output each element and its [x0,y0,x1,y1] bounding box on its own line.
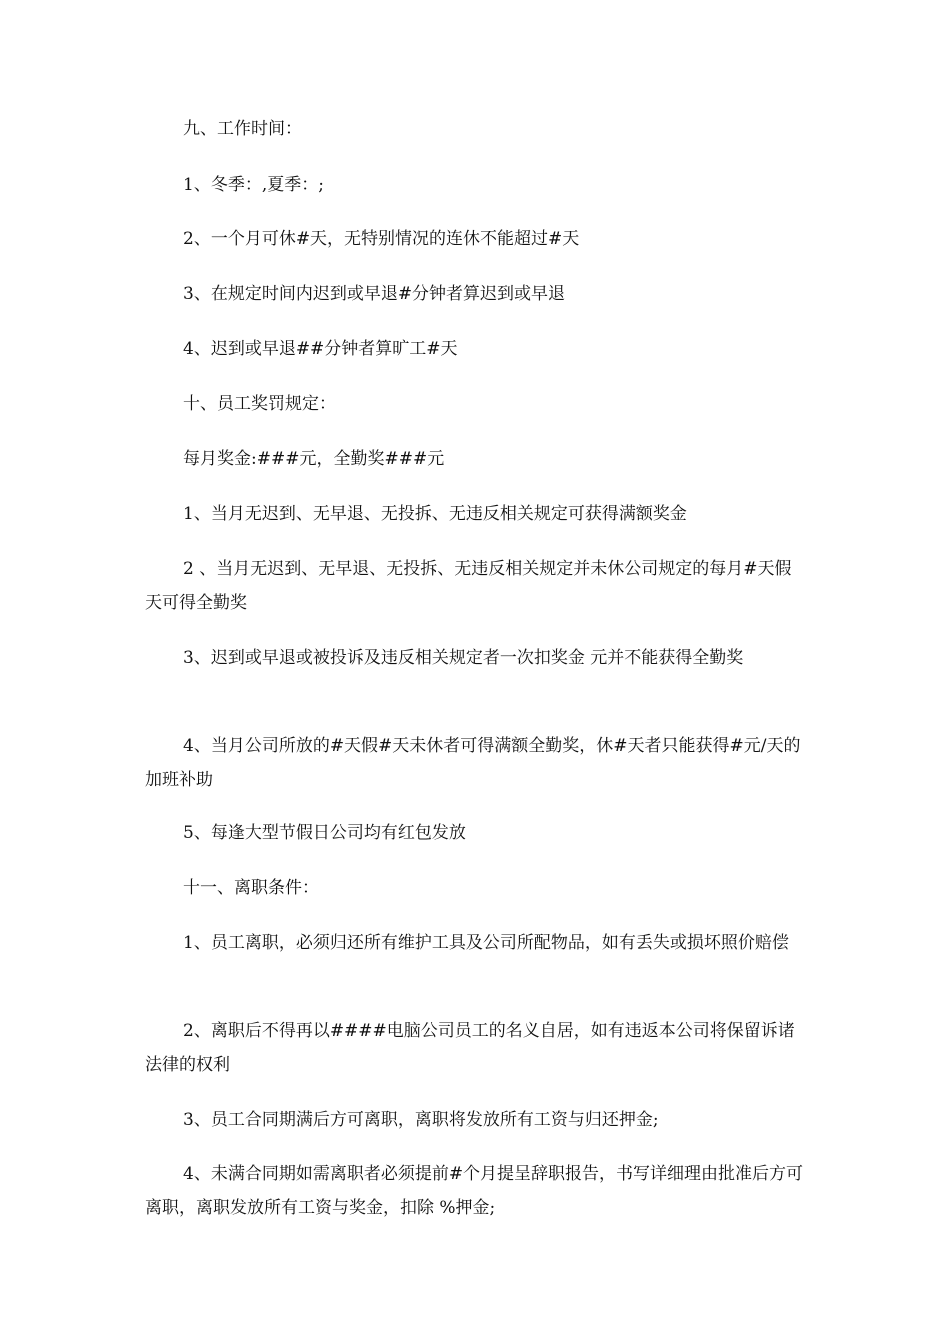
paragraph: 每月奖金:###元，全勤奖###元 [183,449,445,469]
paragraph: 5、每逢大型节假日公司均有红包发放 [183,823,466,843]
paragraph: 3、在规定时间内迟到或早退#分钟者算迟到或早退 [183,284,566,304]
paragraph: 3、迟到或早退或被投诉及违反相关规定者一次扣奖金 元并不能获得全勤奖 [183,648,744,668]
section-heading-resignation: 十一、离职条件： [183,878,319,898]
paragraph: 2、一个月可休#天，无特别情况的连休不能超过#天 [183,229,580,249]
paragraph: 2、离职后不得再以####电脑公司员工的名义自居，如有违返本公司将保留诉诸法律的权利 [145,1021,795,1075]
paragraph: 2 、当月无迟到、无早退、无投拆、无违反相关规定并未休公司规定的每月#天假天可得全勤奖 [145,559,792,613]
paragraph: 1、员工离职，必须归还所有维护工具及公司所配物品，如有丢失或损坏照价赔偿 [183,933,789,953]
paragraph: 3、员工合同期满后方可离职，离职将发放所有工资与归还押金; [183,1110,659,1130]
section-heading-work-hours: 九、工作时间： [183,119,302,139]
section-heading-rewards: 十、员工奖罚规定： [183,394,336,414]
paragraph: 1、当月无迟到、无早退、无投拆、无违反相关规定可获得满额奖金 [183,504,687,524]
paragraph: 4、未满合同期如需离职者必须提前#个月提呈辞职报告，书写详细理由批准后方可离职，离职发放所有工资与奖金，扣除 %押金; [145,1164,804,1218]
paragraph: 1、冬季：,夏季：; [183,175,324,195]
paragraph: 4、当月公司所放的#天假#天未休者可得满额全勤奖，休#天者只能获得#元/天的加班补助 [145,736,801,790]
paragraph: 4、迟到或早退##分钟者算旷工#天 [183,339,458,359]
